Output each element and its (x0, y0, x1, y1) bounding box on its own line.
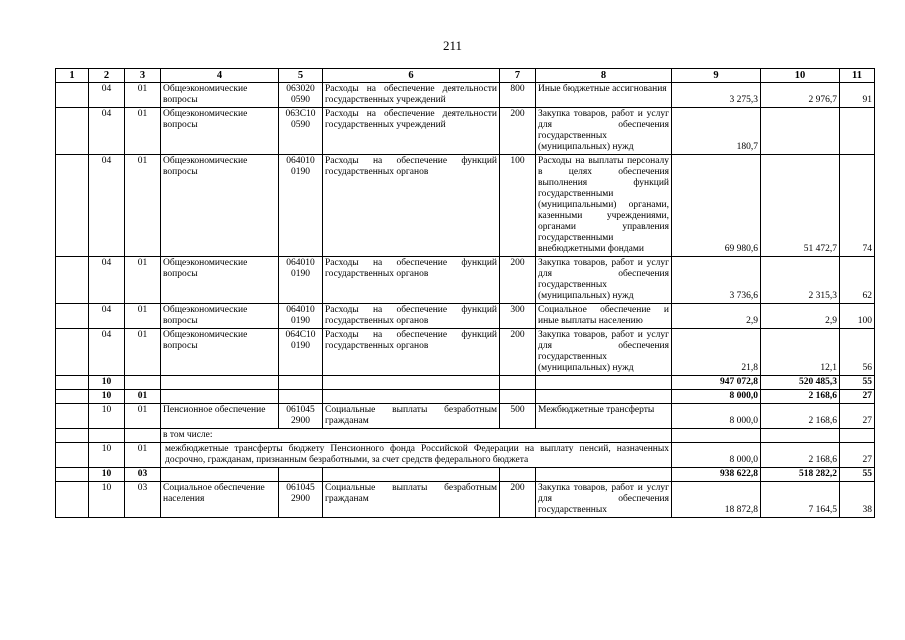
table-cell: Социальное обеспечение населения (161, 482, 279, 518)
table-cell: 064010 0190 (279, 155, 323, 257)
table-cell: 01 (125, 257, 161, 304)
table-cell: 04 (89, 108, 125, 155)
table-cell: 2 315,3 (761, 257, 840, 304)
table-cell: 200 (500, 108, 536, 155)
table-cell: 2,9 (672, 304, 761, 329)
table-cell: Закупка товаров, работ и услуг для обеспечения государственных (муниципальных) нужд (536, 108, 672, 155)
table-cell (323, 468, 500, 482)
table-cell: 03 (125, 482, 161, 518)
table-cell (672, 429, 761, 443)
table-cell: 947 072,8 (672, 376, 761, 390)
header-cell: 3 (125, 69, 161, 83)
table-cell: 8 000,0 (672, 390, 761, 404)
table-cell (500, 376, 536, 390)
table-cell: 74 (840, 155, 875, 257)
table-row (56, 155, 875, 257)
table-cell: 91 (840, 83, 875, 108)
table-row (56, 429, 875, 443)
table-cell (56, 376, 89, 390)
table-cell: 10 (89, 443, 125, 468)
table-cell: 27 (840, 443, 875, 468)
table-cell (56, 304, 89, 329)
budget-table (55, 68, 875, 518)
table-cell: 01 (125, 304, 161, 329)
table-row (56, 468, 875, 482)
header-cell: 2 (89, 69, 125, 83)
table-cell: 063020 0590 (279, 83, 323, 108)
table-cell: 12,1 (761, 329, 840, 376)
table-cell: 2 168,6 (761, 443, 840, 468)
table-cell: 01 (125, 329, 161, 376)
header-cell: 4 (161, 69, 279, 83)
table-cell: 064С10 0190 (279, 329, 323, 376)
table-row (56, 83, 875, 108)
table-cell (56, 443, 89, 468)
table-cell: 51 472,7 (761, 155, 840, 257)
table-cell (125, 429, 161, 443)
table-cell (56, 390, 89, 404)
table-cell: 27 (840, 404, 875, 429)
header-cell: 1 (56, 69, 89, 83)
table-cell (536, 376, 672, 390)
table-cell: Расходы на обеспечение функций государственных органов (323, 155, 500, 257)
page-number: 211 (442, 38, 463, 53)
table-row (56, 376, 875, 390)
table-row (56, 257, 875, 304)
table-row (56, 482, 875, 518)
table-cell: 10 (89, 376, 125, 390)
table-cell: 27 (840, 390, 875, 404)
header-cell: 5 (279, 69, 323, 83)
table-cell: 8 000,0 (672, 404, 761, 429)
table-cell: 200 (500, 482, 536, 518)
table-cell: 100 (500, 155, 536, 257)
table-cell (840, 429, 875, 443)
table-cell: Социальные выплаты безработным гражданам (323, 404, 500, 429)
table-row (56, 443, 875, 468)
header-cell: 10 (761, 69, 840, 83)
table-cell: Расходы на обеспечение функций государственных органов (323, 329, 500, 376)
table-cell: 69 980,6 (672, 155, 761, 257)
table-cell: Социальные выплаты безработным гражданам (323, 482, 500, 518)
table-cell: 938 622,8 (672, 468, 761, 482)
table-cell: 061045 2900 (279, 482, 323, 518)
table-cell: 10 (89, 468, 125, 482)
table-cell: Закупка товаров, работ и услуг для обеспечения государственных (муниципальных) нужд (536, 329, 672, 376)
table-cell (536, 468, 672, 482)
table-cell: 2,9 (761, 304, 840, 329)
table-cell: 180,7 (672, 108, 761, 155)
table-cell: 01 (125, 443, 161, 468)
table-cell (840, 108, 875, 155)
table-cell (56, 329, 89, 376)
table-cell: 04 (89, 155, 125, 257)
table-cell (56, 429, 89, 443)
table-cell (161, 468, 279, 482)
table-cell: Расходы на обеспечение деятельности государственных учреждений (323, 83, 500, 108)
table-cell: 04 (89, 329, 125, 376)
table-cell: 01 (125, 83, 161, 108)
table-cell: 04 (89, 83, 125, 108)
table-cell: 200 (500, 257, 536, 304)
table-cell: Иные бюджетные ассигнования (536, 83, 672, 108)
table-cell: Общеэкономические вопросы (161, 257, 279, 304)
table-cell: 064010 0190 (279, 257, 323, 304)
table-cell: 03 (125, 468, 161, 482)
table-cell: 064010 0190 (279, 304, 323, 329)
table-cell (500, 390, 536, 404)
table-cell (56, 108, 89, 155)
table-cell: в том числе: (161, 429, 672, 443)
table-cell: Общеэкономические вопросы (161, 155, 279, 257)
table-cell: 62 (840, 257, 875, 304)
table-cell: 300 (500, 304, 536, 329)
table-cell: 04 (89, 304, 125, 329)
table-cell: Общеэкономические вопросы (161, 304, 279, 329)
table-cell: 10 (89, 390, 125, 404)
table-cell: 38 (840, 482, 875, 518)
table-cell (161, 376, 279, 390)
table-cell: 01 (125, 404, 161, 429)
table-cell: 01 (125, 390, 161, 404)
table-cell (56, 468, 89, 482)
header-cell: 9 (672, 69, 761, 83)
table-cell (279, 376, 323, 390)
table-cell: Межбюджетные трансферты (536, 404, 672, 429)
table-cell: 3 275,3 (672, 83, 761, 108)
table-cell (56, 257, 89, 304)
table-cell: 518 282,2 (761, 468, 840, 482)
table-cell: Расходы на выплаты персоналу в целях обеспечения выполнения функций государственными (муниципальными) органами, казенными учреждениями, органами управления государственными внебюджетными фондами (536, 155, 672, 257)
table-cell (500, 468, 536, 482)
table-cell: 520 485,3 (761, 376, 840, 390)
header-cell: 8 (536, 69, 672, 83)
table-cell: Закупка товаров, работ и услуг для обеспечения государственных (муниципальных) нужд (536, 257, 672, 304)
table-cell (161, 390, 279, 404)
header-row (56, 69, 875, 83)
table-cell: 2 168,6 (761, 404, 840, 429)
table-cell: 8 000,0 (672, 443, 761, 468)
table-cell (323, 390, 500, 404)
table-cell (56, 83, 89, 108)
header-cell: 11 (840, 69, 875, 83)
table-cell (279, 390, 323, 404)
table-cell: 2 976,7 (761, 83, 840, 108)
table-cell (56, 482, 89, 518)
table-cell: 55 (840, 376, 875, 390)
table-cell: межбюджетные трансферты бюджету Пенсионного фонда Российской Федерации на выплату пенсий, назначенных досрочно, гражданам, признанным безработными, за счет средств федерального бюджета (161, 443, 672, 468)
table-cell: 04 (89, 257, 125, 304)
table-cell: 56 (840, 329, 875, 376)
table-cell: Социальное обеспечение и иные выплаты населению (536, 304, 672, 329)
table-cell: Общеэкономические вопросы (161, 83, 279, 108)
table-cell: 7 164,5 (761, 482, 840, 518)
table-cell: 200 (500, 329, 536, 376)
table-cell: 10 (89, 404, 125, 429)
table-cell: Общеэкономические вопросы (161, 108, 279, 155)
header-cell: 6 (323, 69, 500, 83)
table-cell (761, 429, 840, 443)
table-cell: 2 168,6 (761, 390, 840, 404)
table-cell: Расходы на обеспечение деятельности государственных учреждений (323, 108, 500, 155)
table-cell: 18 872,8 (672, 482, 761, 518)
table-cell: 3 736,6 (672, 257, 761, 304)
table-cell: Пенсионное обеспечение (161, 404, 279, 429)
table-cell: 55 (840, 468, 875, 482)
table-cell (536, 390, 672, 404)
table-cell: Расходы на обеспечение функций государственных органов (323, 257, 500, 304)
table-cell: Общеэкономические вопросы (161, 329, 279, 376)
table-cell: 061045 2900 (279, 404, 323, 429)
table-cell (125, 376, 161, 390)
table-cell (761, 108, 840, 155)
table-cell (56, 404, 89, 429)
table-cell (89, 429, 125, 443)
header-cell: 7 (500, 69, 536, 83)
table-row (56, 390, 875, 404)
table-cell: 500 (500, 404, 536, 429)
table-cell: Расходы на обеспечение функций государственных органов (323, 304, 500, 329)
table-body (56, 83, 875, 518)
table-cell: 01 (125, 155, 161, 257)
table-cell: 800 (500, 83, 536, 108)
table-row (56, 329, 875, 376)
table-cell (56, 155, 89, 257)
table-cell: 21,8 (672, 329, 761, 376)
table-row (56, 108, 875, 155)
table-cell: 100 (840, 304, 875, 329)
table-cell: 063С10 0590 (279, 108, 323, 155)
table-cell (323, 376, 500, 390)
table-row (56, 404, 875, 429)
table-cell: Закупка товаров, работ и услуг для обеспечения государственных (536, 482, 672, 518)
table-cell (279, 468, 323, 482)
table-cell: 10 (89, 482, 125, 518)
table-cell: 01 (125, 108, 161, 155)
table-row (56, 304, 875, 329)
